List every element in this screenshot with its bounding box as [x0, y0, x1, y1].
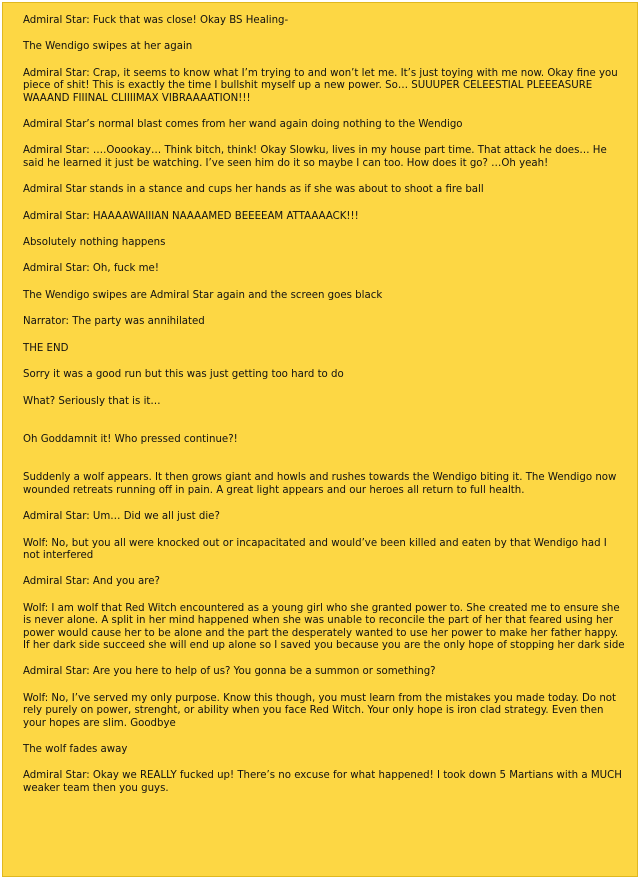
paragraph: Admiral Star: Fuck that was close! Okay BS Healing- — [23, 15, 289, 26]
paragraph: Admiral Star: Okay we REALLY fucked up! There’s no excuse for what happened! I took down 5 Martians with a MUCH weaker team then you guys. — [23, 770, 622, 794]
paragraph: Admiral Star: ….Ooookay… Think bitch, think! Okay Slowku, lives in my house part time. That attack he does… He said he learned it just be watching. I’ve seen him do it so maybe I can too. How does it go? …Oh yeah! — [23, 145, 607, 169]
paragraph: Admiral Star: And you are? — [23, 576, 160, 588]
paragraph: The wolf fades away — [23, 744, 128, 755]
paragraph: Suddenly a wolf appears. It then grows giant and howls and rushes towards the Wendigo biting it. The Wendigo now wounded retreats running off in pain. A great light appears and our heroes all return to full health. — [23, 472, 617, 496]
paragraph: THE END — [23, 342, 69, 354]
paragraph: Absolutely nothing happens — [23, 237, 166, 249]
paragraph: What? Seriously that is it… — [23, 395, 161, 407]
paragraph: Admiral Star: Are you here to help of us? You gonna be a summon or something? — [23, 666, 436, 678]
paragraph: Admiral Star: HAAAAWAIIIAN NAAAAMED BEEEEAM ATTAAAACK!!! — [23, 210, 359, 222]
paragraph: Admiral Star’s normal blast comes from her wand again doing nothing to the Wendigo — [23, 119, 463, 131]
paragraph: Admiral Star: Um… Did we all just die? — [23, 511, 220, 523]
paragraph: Admiral Star stands in a stance and cups her hands as if she was about to shoot a fire ball — [23, 184, 484, 196]
paragraph: Admiral Star: Crap, it seems to know what I’m trying to and won’t let me. It’s just toying with me now. Okay fine you piece of shit! This is exactly the time I bullshit myself up a new power. So… SUUUPER CELEESTIAL PLEEEASURE WAAAND FIIINAL CLIIIIMAX VIBRAAAATION!!! — [23, 67, 618, 104]
paragraph: The Wendigo swipes at her again — [23, 41, 193, 53]
paragraph: The Wendigo swipes are Admiral Star again and the screen goes black — [23, 289, 383, 301]
paragraph: Wolf: No, I’ve served my only purpose. Know this though, you must learn from the mistakes you made today. Do not rely purely on power, strenght, or ability when you face Red Witch. Your only hope is iron clad strategy. Even then your hopes are slim. Goodbye — [23, 692, 617, 729]
story-page — [2, 2, 638, 877]
story-text — [23, 15, 625, 809]
paragraph: Sorry it was a good run but this was just getting too hard to do — [23, 369, 344, 381]
paragraph: Wolf: I am wolf that Red Witch encountered as a young girl who she granted power to. She created me to ensure she is never alone. A split in her mind happened when she was unable to reconcile the part of her that feared using her power would cause her to be alone and the part the desperately wanted to use her power to make her father happy. If her dark side succeed she will end up alone so I saved you because you are the only hope of stopping her dark side — [23, 602, 625, 651]
paragraph: Admiral Star: Oh, fuck me! — [23, 263, 159, 275]
paragraph: Wolf: No, but you all were knocked out or incapacitated and would’ve been killed and eaten by that Wendigo had I not interfered — [23, 537, 607, 561]
paragraph: Narrator: The party was annihilated — [23, 316, 205, 328]
paragraph: Oh Goddamnit it! Who pressed continue?! — [23, 433, 238, 445]
